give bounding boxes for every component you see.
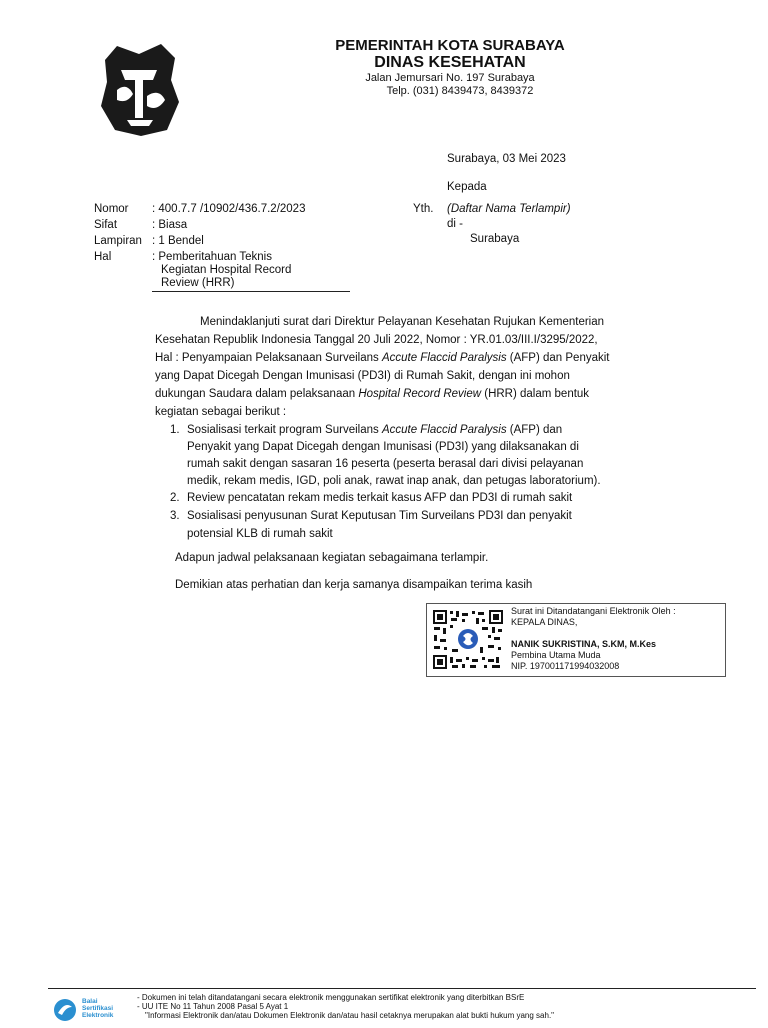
signatory-rank: Pembina Utama Muda — [511, 650, 601, 660]
signature-position: KEPALA DINAS, — [511, 617, 578, 627]
bsre-logo-icon — [52, 997, 78, 1023]
sifat-value: : Biasa — [152, 219, 188, 231]
hal-label: Hal — [94, 251, 112, 263]
paragraph-2: Adapun jadwal pelaksanaan kegiatan sebagaimana terlampir. — [175, 552, 489, 564]
paragraph-1-line3: Hal : Penyampaian Pelaksanaan Surveilans Accute Flaccid Paralysis (AFP) dan Penyakit — [155, 352, 610, 364]
qr-code — [432, 609, 504, 670]
hal-underline — [152, 291, 350, 292]
department-phone: Telp. (031) 8439473, 8439372 — [386, 85, 534, 97]
department-title: DINAS KESEHATAN — [374, 54, 526, 71]
hal-value-line1: : Pemberitahuan Teknis — [152, 251, 272, 263]
bsre-logo-text: Balai Sertifikasi Elektronik — [82, 998, 114, 1019]
footer-note-2: - UU ITE No 11 Tahun 2008 Pasal 5 Ayat 1 — [137, 1002, 289, 1011]
list-item-3-number: 3. — [170, 510, 180, 522]
hal-value-line2: Kegiatan Hospital Record — [161, 264, 292, 276]
signature-note: Surat ini Ditandatangani Elektronik Oleh : — [511, 606, 676, 616]
department-address: Jalan Jemursari No. 197 Surabaya — [365, 72, 535, 84]
footer-note-3: "Informasi Elektronik dan/atau Dokumen Elektronik dan/atau hasil cetaknya merupakan alat bukti hukum yang sah." — [145, 1011, 555, 1020]
recipient-di: di - — [447, 218, 463, 230]
recipient-to: Kepada — [447, 181, 487, 193]
lampiran-value: : 1 Bendel — [152, 235, 204, 247]
lampiran-label: Lampiran — [94, 235, 142, 247]
footer-divider — [48, 988, 756, 989]
recipient-city: Surabaya — [470, 233, 520, 245]
place-date: Surabaya, 03 Mei 2023 — [447, 153, 566, 165]
paragraph-1-line1: Menindaklanjuti surat dari Direktur Pelayanan Kesehatan Rujukan Kementerian — [200, 316, 605, 328]
nomor-label: Nomor — [94, 203, 129, 215]
list-item-3-line2: potensial KLB di rumah sakit — [187, 528, 333, 540]
recipient-name: (Daftar Nama Terlampir) — [447, 203, 571, 215]
sifat-label: Sifat — [94, 219, 118, 231]
nomor-value: : 400.7.7 /10902/436.7.2/2023 — [152, 203, 306, 215]
footer-note-1: - Dokumen ini telah ditandatangani secara elektronik menggunakan sertifikat elektronik yang diterbitkan BSrE — [137, 993, 525, 1002]
list-item-2-number: 2. — [170, 492, 180, 504]
list-item-3-line1: Sosialisasi penyusunan Surat Keputusan Tim Surveilans PD3I dan penyakit — [187, 510, 572, 522]
list-item-1-line4: medik, rekam medis, IGD, poli anak, rawat inap anak, dan petugas laboratorium). — [187, 475, 601, 487]
list-item-1-line1: Sosialisasi terkait program Surveilans Accute Flaccid Paralysis (AFP) dan — [187, 424, 563, 436]
paragraph-3: Demikian atas perhatian dan kerja samanya disampaikan terima kasih — [175, 579, 533, 591]
signatory-name: NANIK SUKRISTINA, S.KM, M.Kes — [511, 639, 657, 649]
paragraph-1-line6: kegiatan sebagai berikut : — [155, 406, 287, 418]
government-title: PEMERINTAH KOTA SURABAYA — [335, 37, 565, 54]
paragraph-1-line2: Kesehatan Republik Indonesia Tanggal 20 Juli 2022, Nomor : YR.01.03/III.I/3295/2022, — [155, 334, 598, 346]
city-emblem-logo — [97, 40, 182, 138]
recipient-yth: Yth. — [413, 203, 434, 215]
paragraph-1-line4: yang Dapat Dicegah Dengan Imunisasi (PD3I) di Rumah Sakit, dengan ini mohon — [155, 370, 570, 382]
signatory-nip: NIP. 197001171994032008 — [511, 661, 620, 671]
list-item-2-line1: Review pencatatan rekam medis terkait kasus AFP dan PD3I di rumah sakit — [187, 492, 573, 504]
paragraph-1-line5: dukungan Saudara dalam pelaksanaan Hospital Record Review (HRR) dalam bentuk — [155, 388, 590, 400]
list-item-1-number: 1. — [170, 424, 180, 436]
hal-value-line3: Review (HRR) — [161, 277, 235, 289]
list-item-1-line3: rumah sakit dengan sasaran 16 peserta (peserta berasal dari divisi pelayanan — [187, 458, 584, 470]
list-item-1-line2: Penyakit yang Dapat Dicegah dengan Imunisasi (PD3I) yang dilaksanakan di — [187, 441, 579, 453]
